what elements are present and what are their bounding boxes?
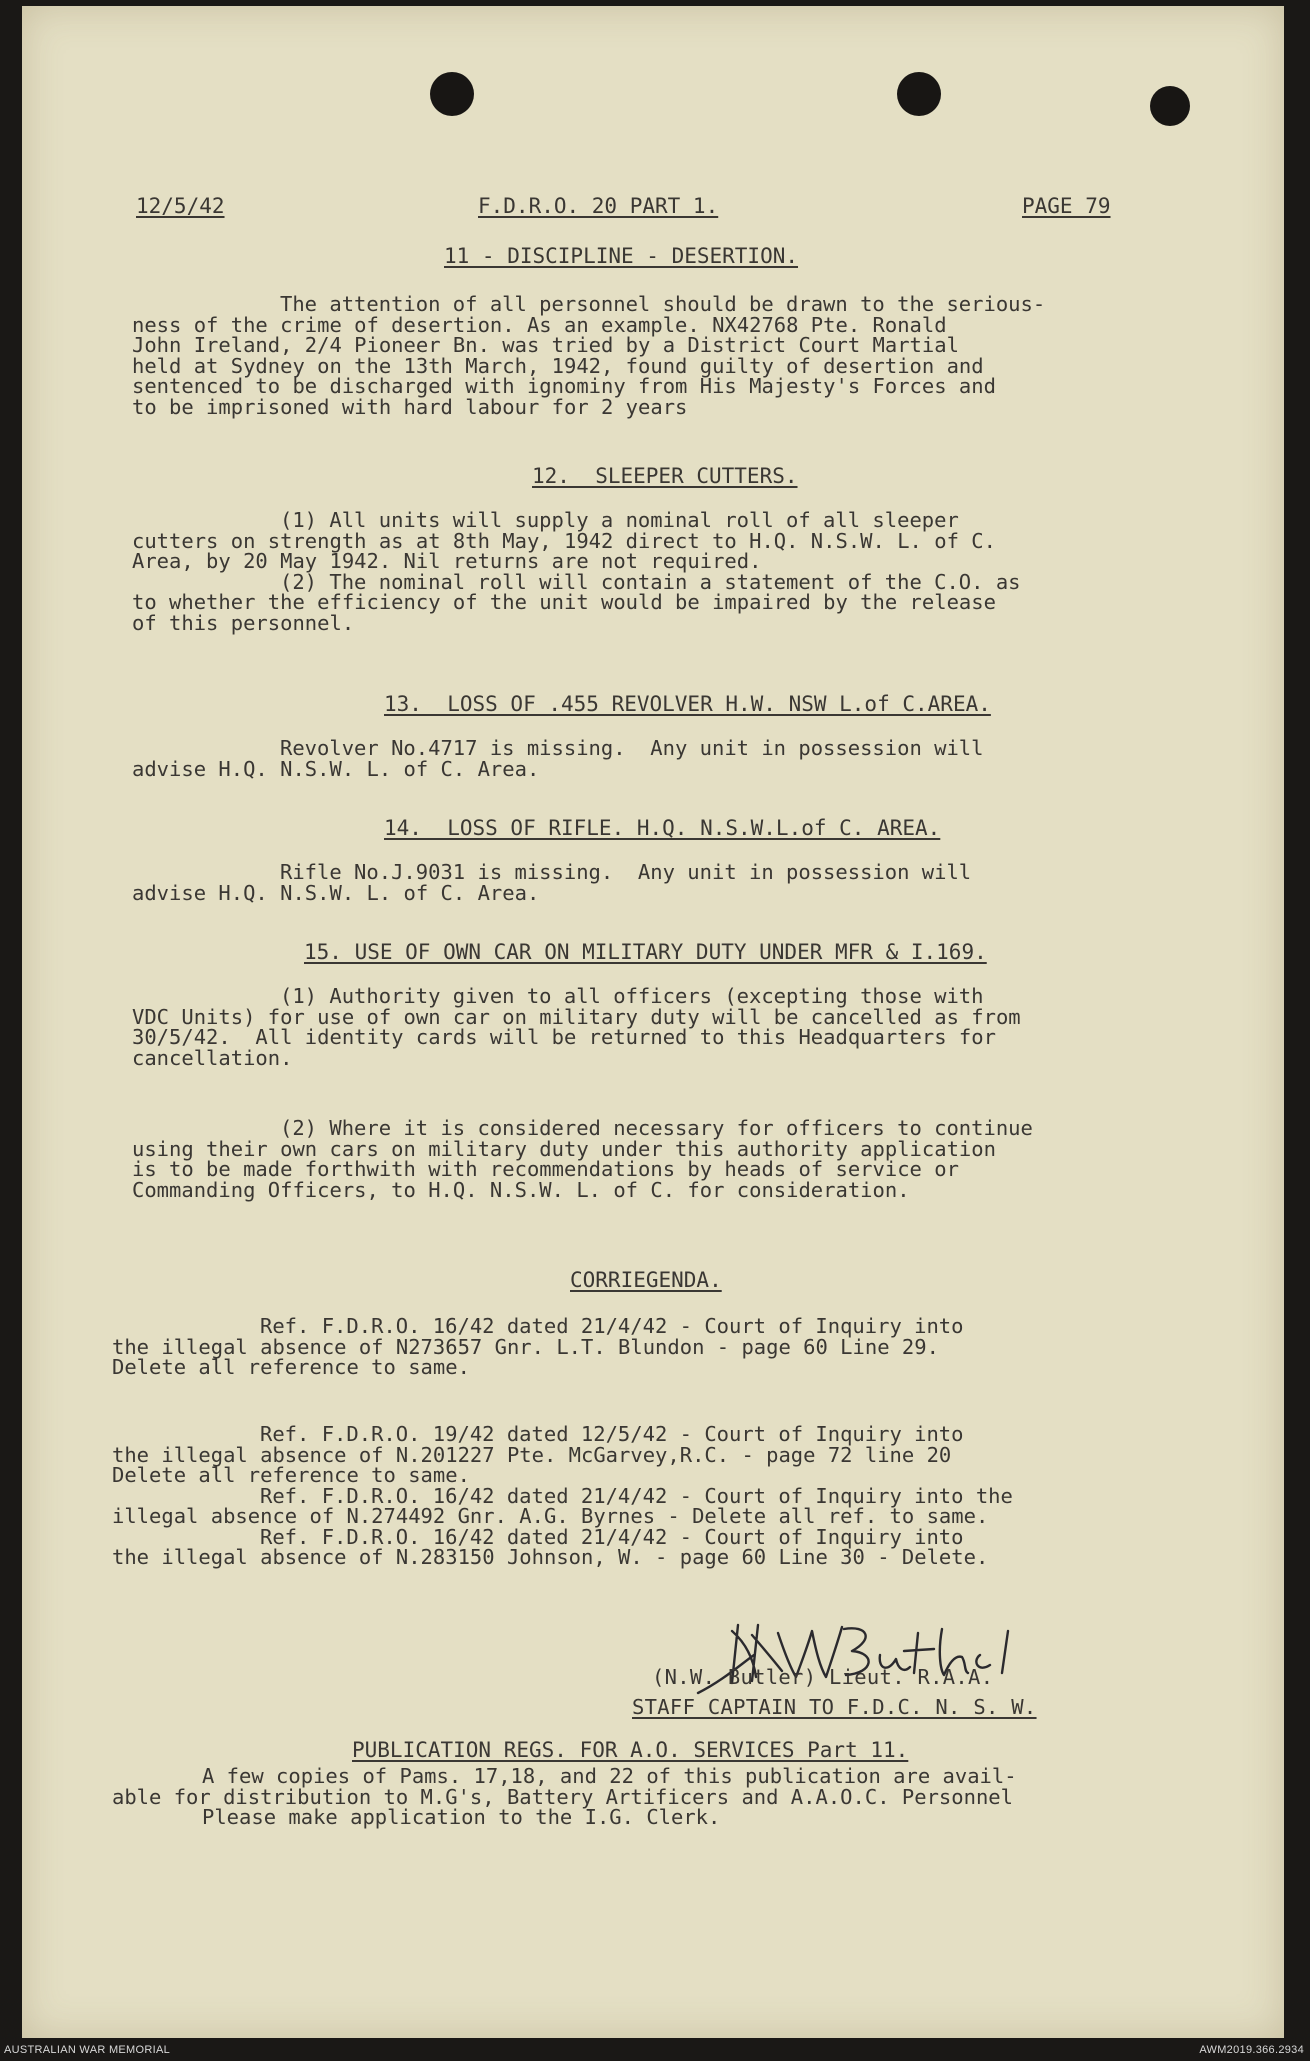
text-line: Ref. F.D.R.O. 16/42 dated 21/4/42 - Court of Inquiry into: [260, 1524, 964, 1549]
section-12-body: [22, 510, 1284, 633]
text-line: the illegal absence of N273657 Gnr. L.T. Blundon - page 60 Line 29.: [112, 1334, 939, 1359]
text-line: Ref. F.D.R.O. 16/42 dated 21/4/42 - Court of Inquiry into the: [260, 1483, 1013, 1508]
text-line: Ref. F.D.R.O. 19/42 dated 12/5/42 - Court of Inquiry into: [260, 1422, 964, 1446]
text-line: to be imprisoned with hard labour for 2 years: [132, 394, 688, 419]
text-line: cancellation.: [132, 1045, 293, 1070]
text-line: (2) Where it is considered necessary for officers to continue: [280, 1116, 1033, 1140]
text-line: John Ireland, 2/4 Pioneer Bn. was tried by a District Court Martial: [132, 333, 959, 357]
section-15-heading: 15. USE OF OWN CAR ON MILITARY DUTY UNDER MFR & I.169.: [304, 940, 987, 964]
text-line: Area, by 20 May 1942. Nil returns are not required.: [132, 549, 762, 573]
text-line: using their own cars on military duty under this authority application: [132, 1136, 996, 1161]
text-line: the illegal absence of N.283150 Johnson, W. - page 60 Line 30 - Delete.: [112, 1545, 989, 1569]
header-page-number: PAGE 79: [1022, 194, 1111, 218]
text-line: (1) All units will supply a nominal roll of all sleeper: [280, 508, 959, 532]
text-line: ness of the crime of desertion. As an example. NX42768 Pte. Ronald: [132, 312, 947, 337]
text-line: (1) Authority given to all officers (excepting those with: [280, 984, 984, 1008]
section-15-body-2: [22, 1118, 1284, 1200]
text-line: Ref. F.D.R.O. 16/42 dated 21/4/42 - Court of Inquiry into: [260, 1314, 964, 1338]
text-line: (2) The nominal roll will contain a statement of the C.O. as: [280, 569, 1021, 594]
text-line: Commanding Officers, to H.Q. N.S.W. L. of C. for consideration.: [132, 1177, 910, 1202]
text-line: is to be made forthwith with recommendations by heads of service or: [132, 1157, 959, 1181]
corrigenda-heading: CORRIEGENDA.: [570, 1268, 722, 1292]
publication-heading: PUBLICATION REGS. FOR A.O. SERVICES Part 11.: [352, 1738, 909, 1762]
text-line: able for distribution to M.G's, Battery Artificers and A.A.O.C. Personnel: [112, 1784, 1013, 1809]
section-14-body: [22, 862, 1284, 903]
signatory-name: (N.W. Butler) Lieut. R.A.A.: [652, 1665, 994, 1689]
corrigenda-body-1: [22, 1316, 1284, 1378]
text-line: advise H.Q. N.S.W. L. of C. Area.: [132, 880, 540, 905]
corrigenda-body-2: [22, 1424, 1284, 1568]
document-page: [22, 6, 1284, 2038]
section-15-body-1: [22, 986, 1284, 1068]
text-line: cutters on strength as at 8th May, 1942 direct to H.Q. N.S.W. L. of C.: [132, 528, 996, 553]
text-line: of this personnel.: [132, 610, 355, 635]
text-line: A few copies of Pams. 17,18, and 22 of this publication are avail-: [202, 1764, 1017, 1788]
punch-hole: [1150, 86, 1190, 126]
section-12-heading: 12. SLEEPER CUTTERS.: [532, 464, 798, 488]
publication-body: [22, 1766, 1284, 1828]
text-line: Revolver No.4717 is missing. Any unit in possession will: [280, 736, 984, 760]
punch-hole: [430, 72, 474, 116]
footer-institution: AUSTRALIAN WAR MEMORIAL: [4, 2044, 171, 2056]
text-line: Delete all reference to same.: [112, 1355, 470, 1379]
text-line: Rifle No.J.9031 is missing. Any unit in possession will: [280, 860, 972, 884]
header-order-number: F.D.R.O. 20 PART 1.: [478, 194, 719, 218]
text-line: advise H.Q. N.S.W. L. of C. Area.: [132, 756, 540, 781]
text-line: Please make application to the I.G. Clerk.: [202, 1805, 721, 1829]
section-11-heading: 11 - DISCIPLINE - DESERTION.: [444, 244, 799, 268]
text-line: illegal absence of N.274492 Gnr. A.G. Byrnes - Delete all ref. to same.: [112, 1504, 989, 1528]
text-line: sentenced to be discharged with ignominy from His Majesty's Forces and: [132, 374, 996, 398]
text-line: the illegal absence of N.201227 Pte. McGarvey,R.C. - page 72 line 20: [112, 1442, 952, 1467]
header-date: 12/5/42: [136, 194, 225, 218]
section-13-heading: 13. LOSS OF .455 REVOLVER H.W. NSW L.of C.AREA.: [384, 692, 991, 716]
section-14-heading: 14. LOSS OF RIFLE. H.Q. N.S.W.L.of C. AREA.: [384, 816, 941, 840]
punch-hole: [897, 72, 941, 116]
text-line: held at Sydney on the 13th March, 1942, found guilty of desertion and: [132, 353, 984, 378]
text-line: 30/5/42. All identity cards will be returned to this Headquarters for: [132, 1025, 996, 1049]
section-13-body: [22, 738, 1284, 779]
section-11-body: [22, 294, 1284, 417]
text-line: Delete all reference to same.: [112, 1463, 470, 1487]
signatory-title: STAFF CAPTAIN TO F.D.C. N. S. W.: [632, 1695, 1037, 1719]
text-line: The attention of all personnel should be drawn to the serious-: [280, 292, 1046, 316]
text-line: VDC Units) for use of own car on military duty will be cancelled as from: [132, 1004, 1021, 1029]
footer-accession-number: AWM2019.366.2934: [1199, 2044, 1304, 2056]
text-line: to whether the efficiency of the unit would be impaired by the release: [132, 590, 996, 614]
